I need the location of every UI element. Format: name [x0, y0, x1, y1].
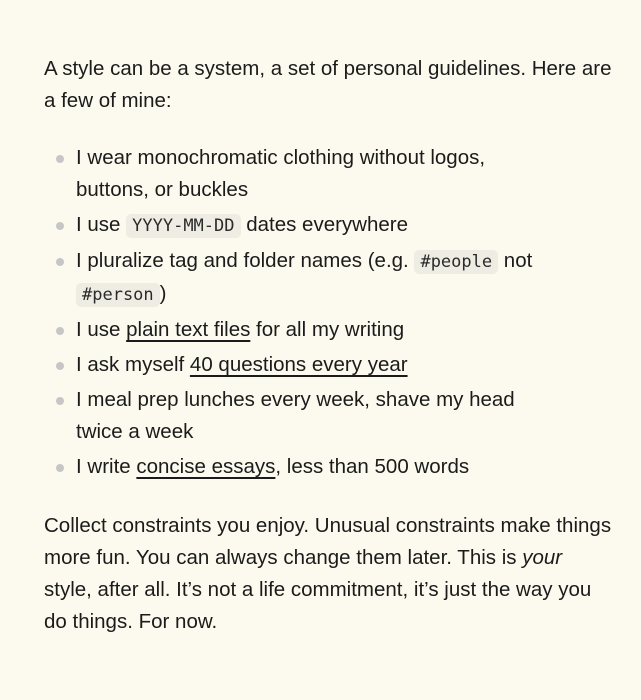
item-text: )	[159, 282, 167, 305]
bullet-icon	[56, 155, 64, 163]
bullet-icon	[56, 464, 64, 472]
item-text: not	[498, 249, 533, 272]
list-item	[44, 142, 546, 206]
forty-questions-link[interactable]: 40 questions every year	[189, 353, 408, 376]
item-text: I use	[76, 213, 127, 236]
item-text: , less than 500 words	[275, 455, 470, 478]
item-text: I use	[76, 318, 127, 341]
closing-paragraph	[44, 510, 614, 638]
item-text: for all my writing	[250, 318, 405, 341]
item-text: I meal prep lunches every week, shave my head twice a week	[76, 388, 515, 443]
list-item	[44, 349, 546, 381]
list-item	[44, 245, 546, 311]
list-item	[44, 314, 546, 346]
closing-text: Collect constraints you enjoy. Unusual constraints make things more fun. You can always change them later. This is	[44, 514, 612, 569]
code-date-format: YYYY-MM-DD	[126, 214, 240, 238]
bullet-icon	[56, 258, 64, 266]
item-text: I write	[76, 455, 137, 478]
intro-paragraph: A style can be a system, a set of personal guidelines. Here are a few of mine:	[44, 57, 612, 112]
list-item	[44, 451, 576, 483]
item-text: dates everywhere	[240, 213, 409, 236]
bullet-icon	[56, 222, 64, 230]
item-text: I ask myself	[76, 353, 190, 376]
plain-text-files-link[interactable]: plain text files	[126, 318, 251, 341]
emphasis-text: your	[522, 546, 563, 569]
code-tag-person: #person	[76, 283, 160, 307]
code-tag-people: #people	[414, 250, 498, 274]
article-body	[44, 53, 614, 638]
item-text: I wear monochromatic clothing without logos, buttons, or buckles	[76, 146, 486, 201]
list-item	[44, 384, 546, 448]
bullet-icon	[56, 327, 64, 335]
bullet-icon	[56, 362, 64, 370]
item-text: I pluralize tag and folder names (e.g.	[76, 249, 415, 272]
bullet-icon	[56, 397, 64, 405]
guidelines-list	[44, 142, 614, 483]
list-item	[44, 209, 546, 242]
closing-text: style, after all. It’s not a life commitment, it’s just the way you do things. For now.	[44, 578, 592, 633]
concise-essays-link[interactable]: concise essays	[136, 455, 276, 478]
